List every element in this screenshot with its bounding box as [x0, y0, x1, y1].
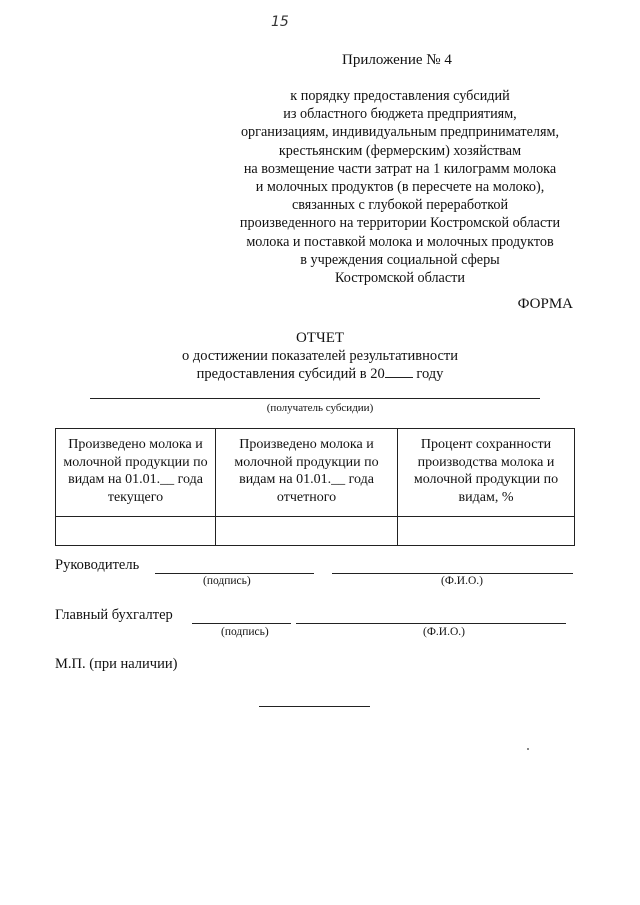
preamble-line: молока и поставкой молока и молочных продуктов: [246, 233, 554, 250]
indicators-table: [55, 428, 575, 546]
stamp-line: [259, 706, 370, 707]
stamp-label: М.П. (при наличии): [55, 656, 178, 672]
appendix-title: Приложение № 4: [342, 52, 452, 68]
accountant-name-caption: (Ф.И.О.): [423, 626, 465, 638]
accountant-signature-field[interactable]: [192, 623, 291, 624]
report-title: ОТЧЕТ: [295, 330, 345, 346]
table-row: [56, 517, 575, 546]
column-header: Произведено молока и молочной продукции по видам на 01.01.__ года текущего: [56, 429, 216, 517]
head-signature-caption: (подпись): [203, 575, 251, 587]
preamble-line: крестьянским (фермерским) хозяйствам: [278, 142, 522, 159]
preamble-line: организациям, индивидуальным предпринимателям,: [240, 124, 560, 141]
table-cell[interactable]: [398, 517, 575, 546]
head-signature-field[interactable]: [155, 573, 314, 574]
preamble-line: к порядку предоставления субсидий: [290, 88, 510, 104]
preamble-line: и молочных продуктов (в пересчете на молоко),: [255, 179, 545, 196]
page-number: 15: [271, 14, 289, 30]
table-header-row: [56, 429, 575, 517]
subtitle-year-suffix: году: [412, 366, 444, 382]
report-subtitle-line1: о достижении показателей результативности: [181, 348, 459, 364]
year-blank-field[interactable]: [385, 365, 413, 378]
table-cell[interactable]: [216, 517, 398, 546]
head-name-field[interactable]: [332, 573, 573, 574]
form-label: ФОРМА: [517, 296, 573, 312]
report-subtitle-line2: [0, 365, 640, 383]
accountant-signature-caption: (подпись): [221, 626, 269, 638]
head-name-caption: (Ф.И.О.): [441, 575, 483, 587]
column-header: Произведено молока и молочной продукции по видам на 01.01.__ года отчетного: [216, 429, 398, 517]
preamble-line: произведенного на территории Костромской области: [239, 215, 561, 232]
recipient-caption: (получатель субсидии): [266, 402, 374, 414]
preamble-line: из областного бюджета предприятиям,: [283, 106, 517, 123]
preamble-line: связанных с глубокой переработкой: [291, 197, 509, 214]
preamble-line: на возмещение части затрат на 1 килограмм молока: [243, 160, 557, 177]
subtitle-year-prefix: предоставления субсидий в 20: [196, 366, 385, 382]
accountant-name-field[interactable]: [296, 623, 566, 624]
preamble-line: Костромской области: [335, 270, 465, 287]
accountant-label: Главный бухгалтер: [55, 607, 173, 623]
report-subtitle: [0, 347, 640, 383]
table-cell[interactable]: [56, 517, 216, 546]
scan-speck: [527, 748, 529, 750]
head-label: Руководитель: [55, 557, 140, 573]
appendix-preamble: [200, 87, 600, 287]
recipient-field[interactable]: [90, 398, 540, 399]
column-header: Процент сохранности производства молока и молочной продукции по видам, %: [398, 429, 575, 517]
preamble-line: в учреждения социальной сферы: [300, 251, 500, 268]
